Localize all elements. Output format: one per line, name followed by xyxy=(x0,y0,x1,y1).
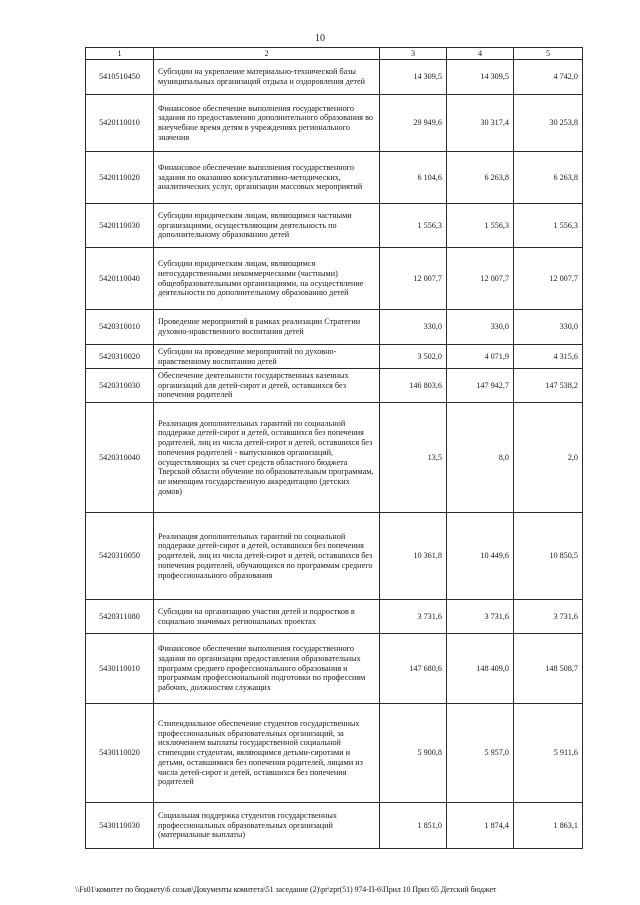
budget-code: 5420310050 xyxy=(86,513,154,600)
column-header: 3 xyxy=(380,48,447,60)
budget-code: 5420110030 xyxy=(86,204,154,248)
budget-code: 5420310020 xyxy=(86,345,154,369)
budget-code: 5410510450 xyxy=(86,60,154,95)
amount-col3: 14 309,5 xyxy=(380,60,447,95)
amount-col5: 330,0 xyxy=(514,310,583,345)
table-row xyxy=(86,634,583,704)
amount-col4: 8,0 xyxy=(447,403,514,513)
table-row xyxy=(86,60,583,95)
amount-col4: 6 263,8 xyxy=(447,152,514,204)
budget-code: 5430110010 xyxy=(86,634,154,704)
column-number-row xyxy=(86,48,583,60)
table-row xyxy=(86,248,583,310)
amount-col5: 12 007,7 xyxy=(514,248,583,310)
budget-code: 5430110020 xyxy=(86,704,154,803)
amount-col5: 10 850,5 xyxy=(514,513,583,600)
amount-col3: 29 949,6 xyxy=(380,95,447,152)
amount-col3: 5 900,8 xyxy=(380,704,447,803)
row-description: Реализация дополнительных гарантий по социальной поддержке детей-сирот и детей, оставшихся без попечения родителей, лиц из числа детей-сирот и детей, оставшихся без попечения родителей, обучающихся по программам среднего профессионального образования xyxy=(154,513,380,600)
row-description: Финансовое обеспечение выполнения государственного задания по организации предоставления образовательных программ среднего профессионального образования и программам профессиональной подготовки по профессиям рабочих, должностям служащих xyxy=(154,634,380,704)
amount-col3: 13,5 xyxy=(380,403,447,513)
budget-code: 5430110030 xyxy=(86,803,154,849)
amount-col5: 4 315,6 xyxy=(514,345,583,369)
amount-col4: 30 317,4 xyxy=(447,95,514,152)
budget-code: 5420311080 xyxy=(86,600,154,634)
budget-code: 5420110010 xyxy=(86,95,154,152)
table-row xyxy=(86,95,583,152)
budget-code: 5420310030 xyxy=(86,369,154,403)
table-row xyxy=(86,600,583,634)
amount-col4: 5 957,0 xyxy=(447,704,514,803)
row-description: Субсидии на проведение мероприятий по духовно-нравственному воспитанию детей xyxy=(154,345,380,369)
amount-col3: 1 851,0 xyxy=(380,803,447,849)
row-description: Субсидии на укрепление материально-технической базы муниципальных организаций отдыха и оздоровления детей xyxy=(154,60,380,95)
amount-col5: 3 731,6 xyxy=(514,600,583,634)
amount-col4: 12 007,7 xyxy=(447,248,514,310)
row-description: Субсидии на организацию участия детей и подростков в социально значимых региональных проектах xyxy=(154,600,380,634)
amount-col5: 1 556,3 xyxy=(514,204,583,248)
row-description: Обеспечение деятельности государственных казенных организаций для детей-сирот и детей, оставшихся без попечения родителей xyxy=(154,369,380,403)
amount-col3: 3 731,6 xyxy=(380,600,447,634)
row-description: Субсидии юридическим лицам, являющимся негосударственными некоммерческими (частными) общеобразовательными организациями, на осуществление деятельности по дополнительному образованию детей xyxy=(154,248,380,310)
amount-col5: 148 508,7 xyxy=(514,634,583,704)
amount-col4: 147 942,7 xyxy=(447,369,514,403)
amount-col3: 1 556,3 xyxy=(380,204,447,248)
amount-col3: 10 361,8 xyxy=(380,513,447,600)
amount-col3: 330,0 xyxy=(380,310,447,345)
column-header: 1 xyxy=(86,48,154,60)
table-row xyxy=(86,310,583,345)
amount-col3: 147 680,6 xyxy=(380,634,447,704)
amount-col5: 147 538,2 xyxy=(514,369,583,403)
column-header: 4 xyxy=(447,48,514,60)
amount-col5: 2,0 xyxy=(514,403,583,513)
amount-col4: 14 309,5 xyxy=(447,60,514,95)
row-description: Финансовое обеспечение выполнения государственного задания по оказанию консультативно-методических, аналитических услуг, организации массовых мероприятий xyxy=(154,152,380,204)
table-row xyxy=(86,513,583,600)
amount-col3: 146 803,6 xyxy=(380,369,447,403)
row-description: Финансовое обеспечение выполнения государственного задания по предоставлению дополнительного образования во внеучебное время детям в учреждениях регионального значения xyxy=(154,95,380,152)
column-header: 2 xyxy=(154,48,380,60)
amount-col5: 4 742,0 xyxy=(514,60,583,95)
budget-code: 5420110040 xyxy=(86,248,154,310)
table-row xyxy=(86,345,583,369)
amount-col3: 12 007,7 xyxy=(380,248,447,310)
amount-col3: 3 502,0 xyxy=(380,345,447,369)
amount-col4: 148 409,0 xyxy=(447,634,514,704)
amount-col5: 1 863,1 xyxy=(514,803,583,849)
amount-col5: 30 253,8 xyxy=(514,95,583,152)
amount-col5: 6 263,8 xyxy=(514,152,583,204)
table-row xyxy=(86,369,583,403)
amount-col4: 1 874,4 xyxy=(447,803,514,849)
table-row xyxy=(86,152,583,204)
column-header: 5 xyxy=(514,48,583,60)
amount-col4: 330,0 xyxy=(447,310,514,345)
table-row xyxy=(86,403,583,513)
amount-col4: 10 449,6 xyxy=(447,513,514,600)
budget-table xyxy=(85,47,583,849)
amount-col5: 5 911,6 xyxy=(514,704,583,803)
page-number: 10 xyxy=(315,33,325,44)
table-row xyxy=(86,704,583,803)
file-path-footer: \\Fs01\комитет по бюджету\6 созыв\Документы комитета\51 заседание (2)\pr\zpr(51) 974-П-6\Прил 10 Приз 65 Детский бюджет xyxy=(75,885,497,894)
budget-code: 5420310010 xyxy=(86,310,154,345)
budget-code: 5420310040 xyxy=(86,403,154,513)
row-description: Социальная поддержка студентов государственных профессиональных образовательных организаций (материальные выплаты) xyxy=(154,803,380,849)
row-description: Проведение мероприятий в рамках реализации Стратегии духовно-нравственного воспитания детей xyxy=(154,310,380,345)
amount-col4: 1 556,3 xyxy=(447,204,514,248)
table-row xyxy=(86,803,583,849)
amount-col3: 6 104,6 xyxy=(380,152,447,204)
row-description: Стипендиальное обеспечение студентов государственных профессиональных образовательных организаций, за исключением выплаты государственной социальной стипендии студентам, являющимся детьми-сиротами и детьми, оставшимися без попечения родителей, лицами из числа детей-сирот и детей, оставшихся без попечения родителей xyxy=(154,704,380,803)
table-row xyxy=(86,204,583,248)
amount-col4: 3 731,6 xyxy=(447,600,514,634)
amount-col4: 4 071,9 xyxy=(447,345,514,369)
budget-code: 5420110020 xyxy=(86,152,154,204)
row-description: Субсидии юридическим лицам, являющимся частными организациями, осуществляющим деятельность по дополнительному образованию детей xyxy=(154,204,380,248)
row-description: Реализация дополнительных гарантий по социальной поддержке детей-сирот и детей, оставшихся без попечения родителей, лиц из числа детей-сирот и детей, оставшихся без попечения родителей - выпускников организаций, осуществляющих за счет средств областного бюджета Тверской области обучение по образовательным программам, не имеющим государственную аккредитацию (детских домов) xyxy=(154,403,380,513)
